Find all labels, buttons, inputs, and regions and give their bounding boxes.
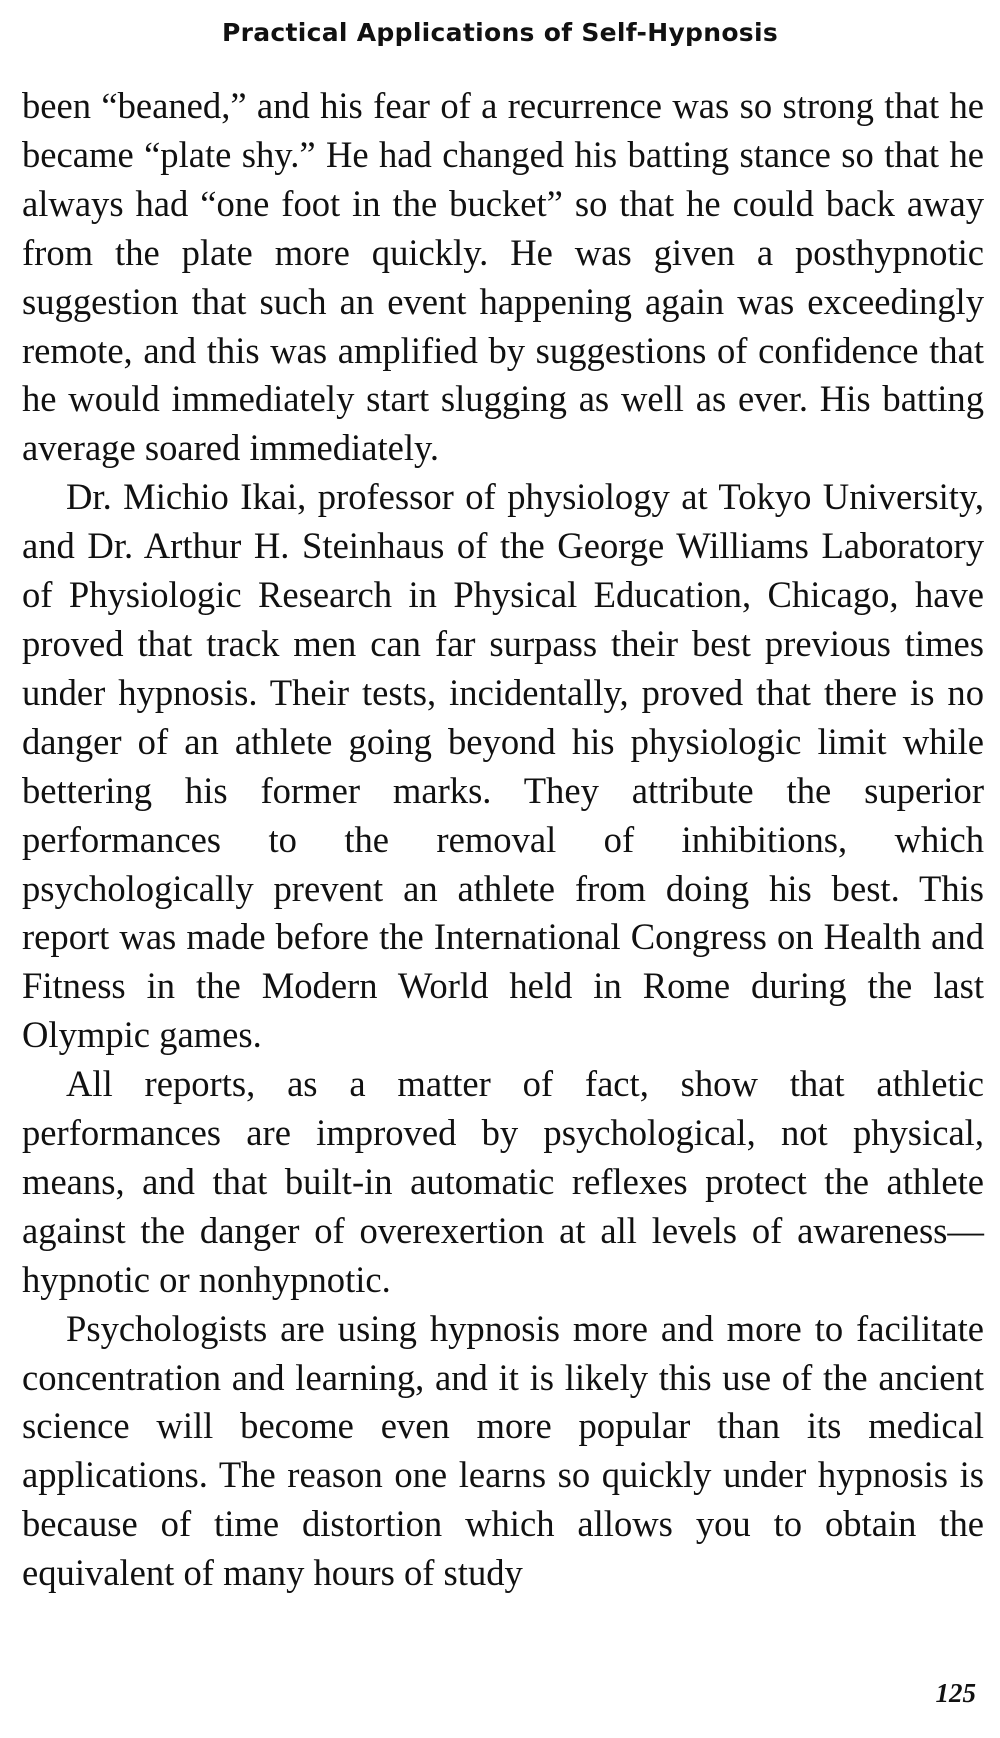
- paragraph-continued: been “beaned,” and his fear of a recurrence was so strong that he became “plate shy.” He had changed his batting stance so that he always had “one foot in the bucket” so that he could back away from the plate more quickly. He was given a posthypnotic suggestion that such an event happening again was exceedingly remote, and this was amplified by suggestions of confidence that he would immediately start slugging as well as ever. His batting average soared immediately.: [22, 85, 984, 469]
- running-head: Practical Applications of Self-Hypnosis: [221, 18, 779, 47]
- page-number: 125: [935, 1678, 976, 1708]
- paragraph: All reports, as a matter of fact, show that athletic performances are improved by psychological, not physical, means, and that built-in automatic reflexes protect the athlete against the danger of overexertion at all levels of awareness—hypnotic or nonhypnotic.: [22, 1063, 984, 1300]
- body-text: [22, 82, 984, 1598]
- paragraph: Psychologists are using hypnosis more and more to facilitate concentration and learning, and it is likely this use of the ancient science will become even more popular than its medical applications. The reason one learns so quickly under hypnosis is because of time distortion which allows you to obtain the equivalent of many hours of study: [22, 1307, 984, 1594]
- paragraph: Dr. Michio Ikai, professor of physiology at Tokyo University, and Dr. Arthur H. Steinhaus of the George Williams Laboratory of Physiologic Research in Physical Education, Chicago, have proved that track men can far surpass their best previous times under hypnosis. Their tests, incidentally, proved that there is no danger of an athlete going beyond his physiologic limit while bettering his former marks. They attribute the superior performances to the removal of inhibitions, which psychologically prevent an athlete from doing his best. This report was made before the International Congress on Health and Fitness in the Modern World held in Rome during the last Olympic games.: [22, 476, 984, 1056]
